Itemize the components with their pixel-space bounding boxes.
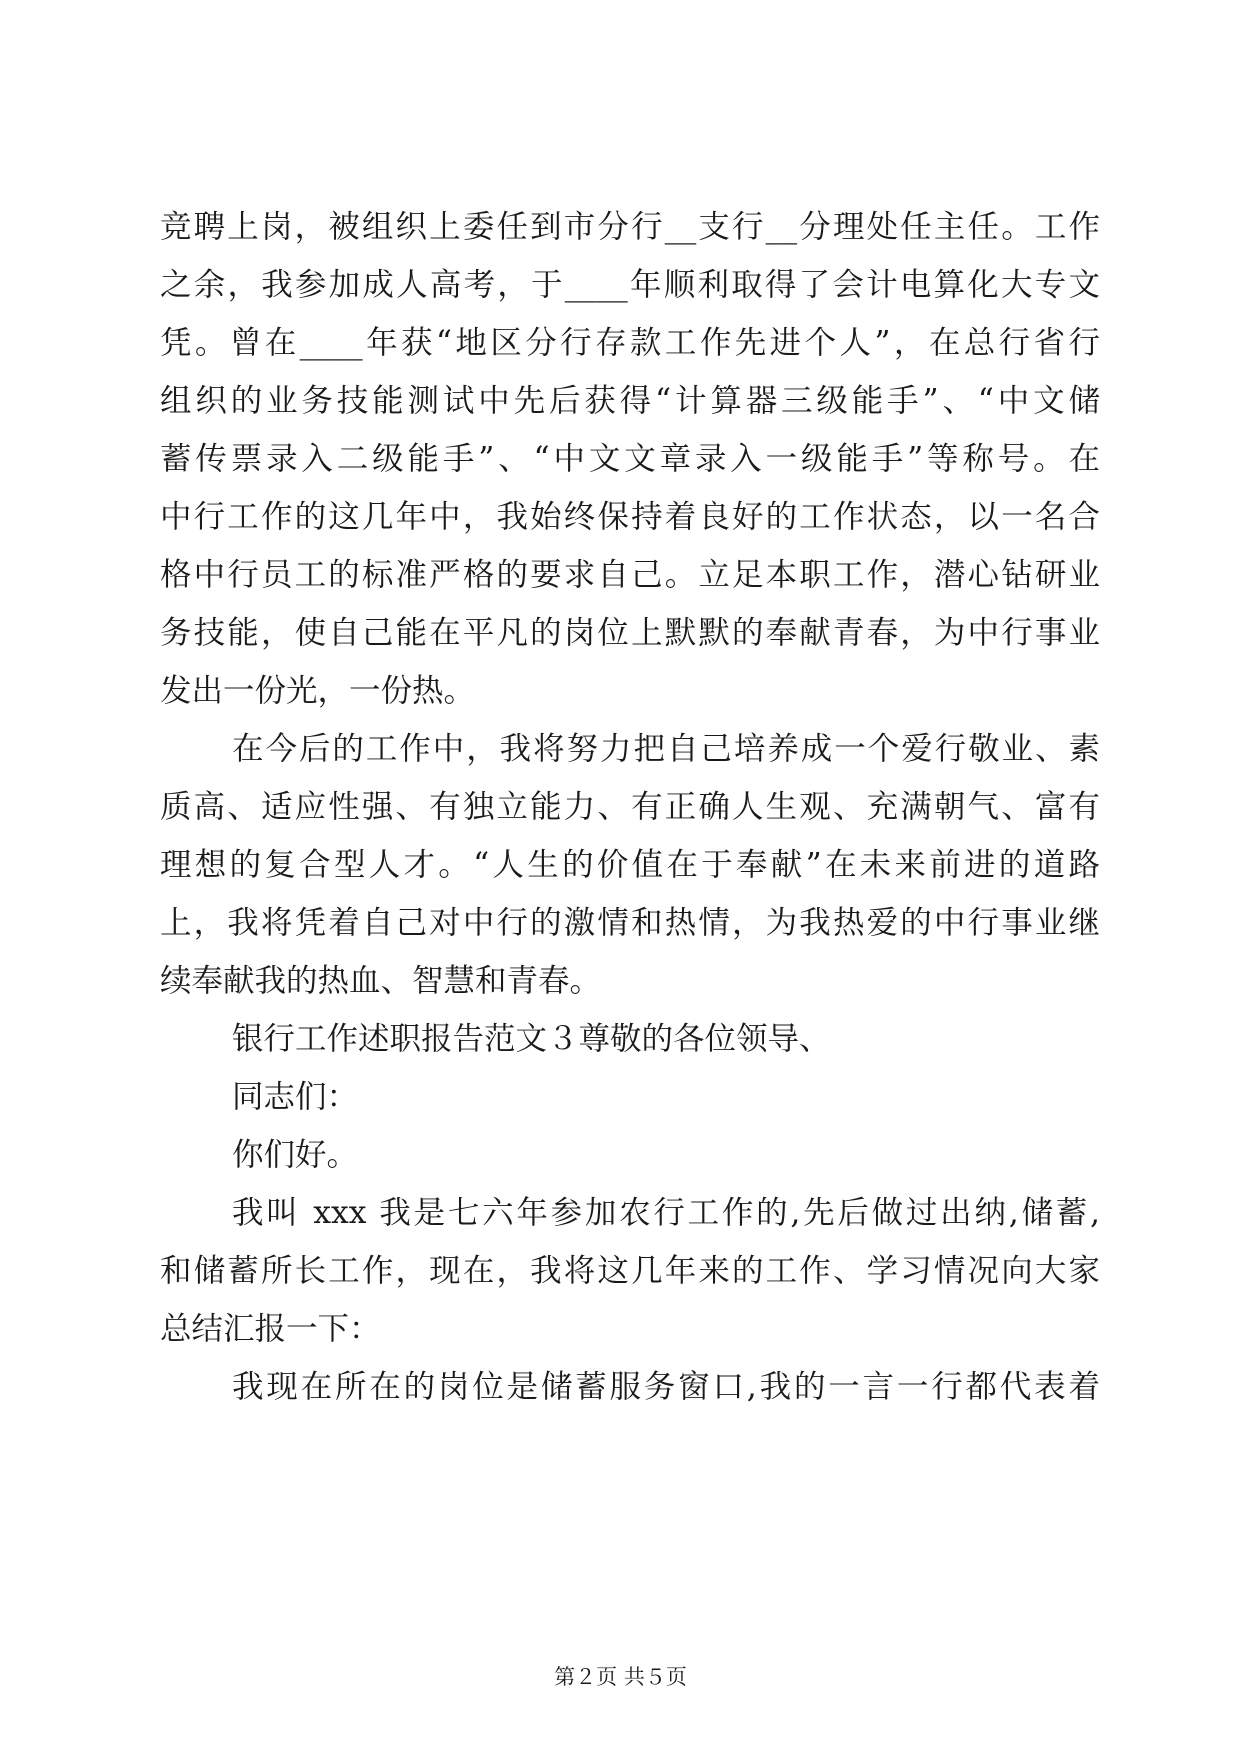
body-line: 上，我将凭着自己对中行的激情和热情，为我热爱的中行事业继 (160, 905, 1100, 941)
body-line: 格中行员工的标准严格的要求自己。立足本职工作，潜心钻研业 (160, 557, 1100, 593)
body-line: 发出一份光，一份热。 (160, 673, 476, 709)
paragraph-first-line: 我现在所在的岗位是储蓄服务窗口,我的一言一行都代表着 (232, 1369, 1100, 1405)
body-line: 理想的复合型人才。“人生的价值在于奉献”在未来前进的道路 (160, 847, 1100, 883)
body-line: 之余，我参加成人高考，于____年顺利取得了会计电算化大专文 (160, 267, 1100, 303)
page-number-footer: 第２页 共５页 (554, 1665, 687, 1689)
body-line: 总结汇报一下： (160, 1311, 381, 1347)
salutation: 同志们： (232, 1079, 359, 1115)
body-line: 和储蓄所长工作，现在，我将这几年来的工作、学习情况向大家 (160, 1253, 1100, 1289)
greeting: 你们好。 (232, 1137, 359, 1173)
body-line: 续奉献我的热血、智慧和青春。 (160, 963, 602, 999)
body-line: 务技能，使自己能在平凡的岗位上默默的奉献青春，为中行事业 (160, 615, 1100, 651)
body-line: 蓄传票录入二级能手”、“中文文章录入一级能手”等称号。在 (160, 441, 1100, 477)
paragraph-first-line: 在今后的工作中，我将努力把自己培养成一个爱行敬业、素 (232, 731, 1100, 767)
body-line: 凭。曾在____年获“地区分行存款工作先进个人”，在总行省行 (160, 325, 1100, 361)
body-line: 竞聘上岗，被组织上委任到市分行__支行__分理处任主任。工作 (160, 209, 1100, 245)
paragraph-first-line: 我叫 xxx 我是七六年参加农行工作的,先后做过出纳,储蓄, (232, 1195, 1100, 1231)
body-line: 中行工作的这几年中，我始终保持着良好的工作状态，以一名合 (160, 499, 1100, 535)
body-line: 组织的业务技能测试中先后获得“计算器三级能手”、“中文储 (160, 383, 1100, 419)
section-heading: 银行工作述职报告范文３尊敬的各位领导、 (232, 1021, 831, 1057)
body-line: 质高、适应性强、有独立能力、有正确人生观、充满朝气、富有 (160, 789, 1100, 825)
